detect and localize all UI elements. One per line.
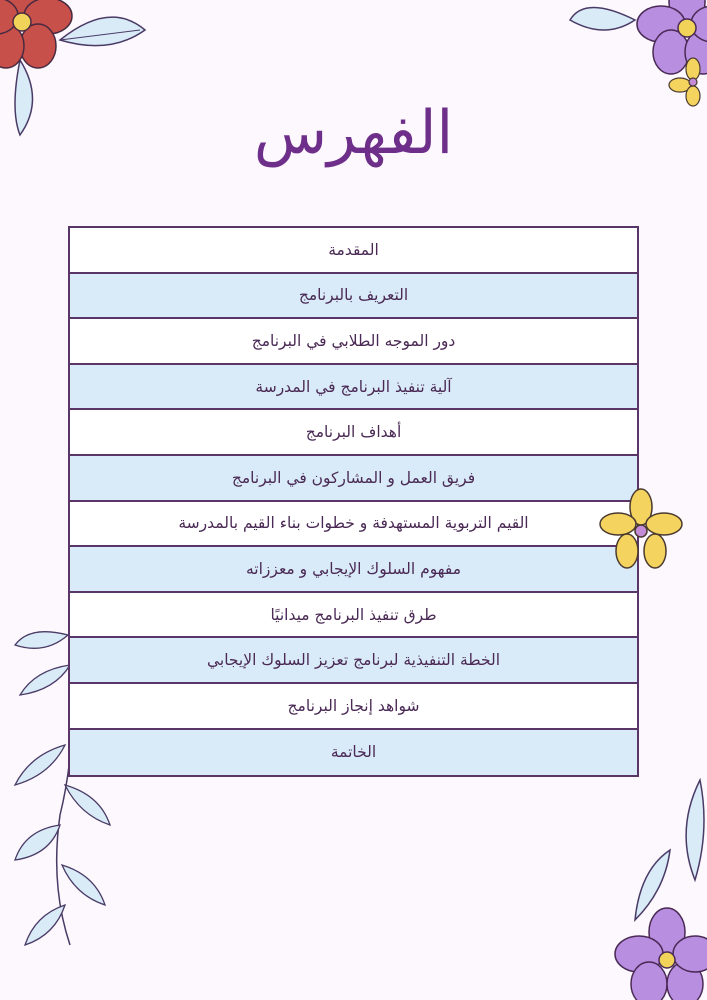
toc-row: طرق تنفيذ البرنامج ميدانيًا — [70, 593, 637, 639]
toc-row: أهداف البرنامج — [70, 410, 637, 456]
toc-row: القيم التربوية المستهدفة و خطوات بناء القيم بالمدرسة — [70, 502, 637, 548]
toc-row: الخاتمة — [70, 730, 637, 776]
toc-row: فريق العمل و المشاركون في البرنامج — [70, 456, 637, 502]
toc-row: شواهد إنجاز البرنامج — [70, 684, 637, 730]
flower-middle-right-icon — [598, 488, 684, 574]
toc-row: التعريف بالبرنامج — [70, 274, 637, 320]
toc-row: آلية تنفيذ البرنامج في المدرسة — [70, 365, 637, 411]
toc-table — [68, 226, 639, 777]
flower-bottom-right-icon — [595, 770, 707, 1000]
page-title: الفهرس — [253, 98, 454, 168]
toc-row: دور الموجه الطلابي في البرنامج — [70, 319, 637, 365]
toc-row: المقدمة — [70, 228, 637, 274]
toc-row: مفهوم السلوك الإيجابي و معززاته — [70, 547, 637, 593]
toc-row: الخطة التنفيذية لبرنامج تعزيز السلوك الإيجابي — [70, 638, 637, 684]
